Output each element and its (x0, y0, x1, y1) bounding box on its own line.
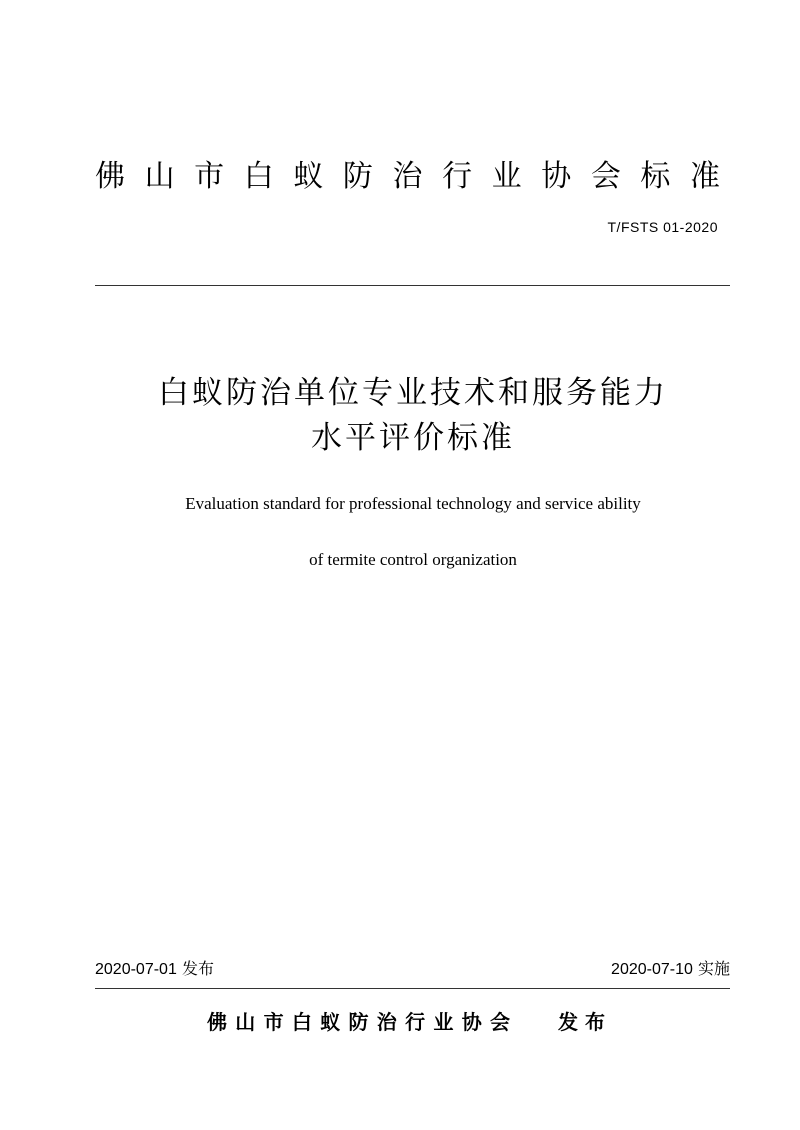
bottom-divider (95, 988, 730, 989)
chinese-title-line-1: 白蚁防治单位专业技术和服务能力 (158, 375, 668, 411)
effective-label: 实施 (697, 959, 730, 978)
publish-date: 2020-07-01 (95, 961, 177, 978)
publish-date-line (95, 960, 214, 979)
english-title-line-1: Evaluation standard for professional technology and service ability (185, 494, 641, 513)
standard-code: T/FSTS 01-2020 (607, 219, 718, 235)
organization-standard-heading: 佛山市白蚁防治行业协会标准 (95, 159, 720, 194)
english-title-line-2: of termite control organization (309, 550, 517, 569)
effective-date: 2020-07-10 (611, 961, 693, 978)
top-divider (95, 285, 730, 286)
effective-date-line (611, 960, 730, 979)
issuing-organization: 佛山市白蚁防治行业协会 (207, 1010, 510, 1034)
issue-label: 发布 (558, 1010, 605, 1034)
chinese-title-line-2: 水平评价标准 (311, 420, 515, 456)
publish-label: 发布 (181, 959, 214, 978)
